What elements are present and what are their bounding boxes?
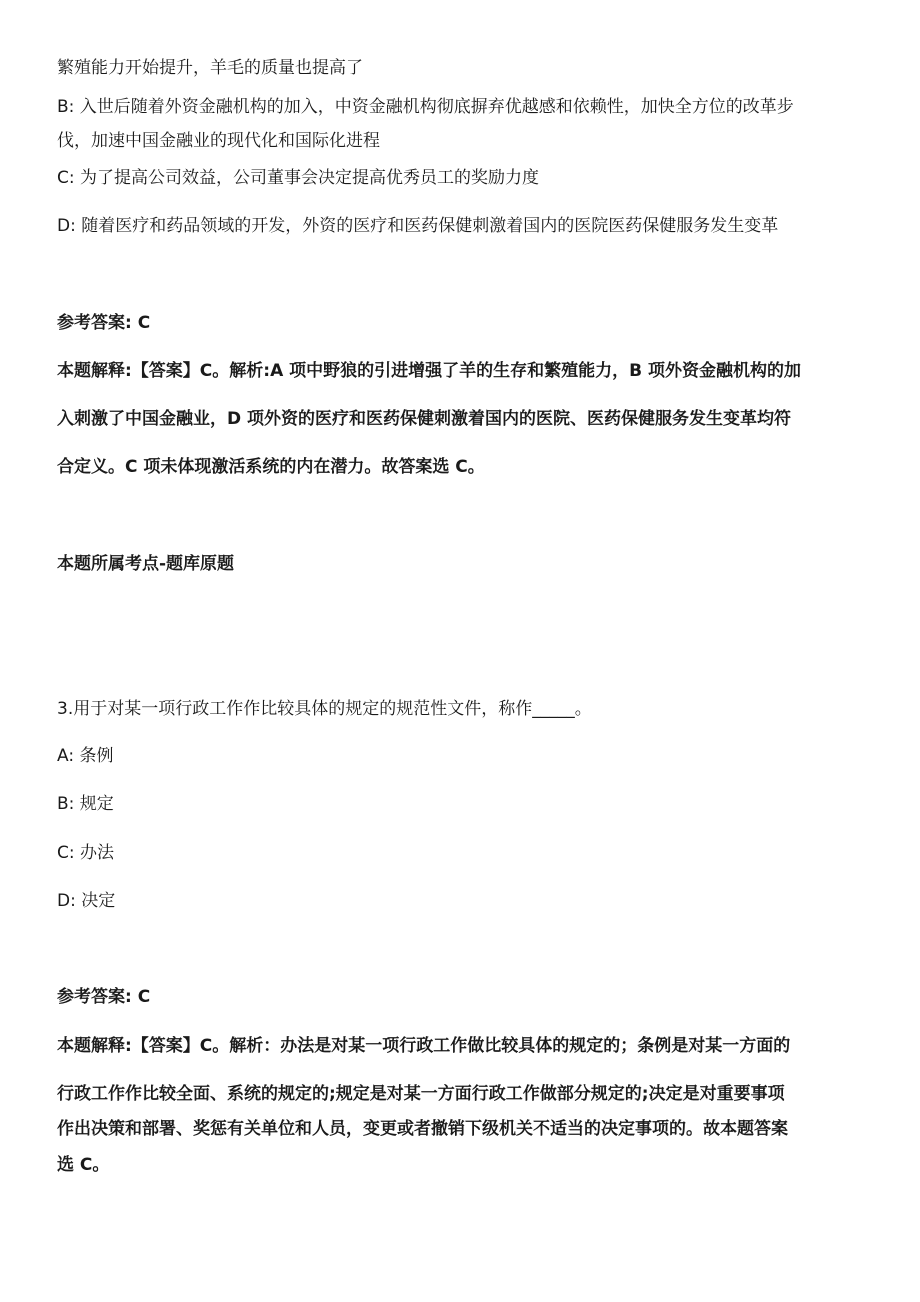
q3-option-a: A: 条例	[57, 746, 114, 766]
q3-option-d: D: 决定	[57, 891, 116, 911]
q3-explanation-line2: 行政工作作比较全面、系统的规定的;规定是对某一方面行政工作做部分规定的;决定是对重要事项	[57, 1084, 785, 1104]
q2-explanation-line3: 合定义。C 项未体现激活系统的内在潜力。故答案选 C。	[57, 457, 485, 477]
q2-option-b-line2: 伐，加速中国金融业的现代化和国际化进程	[57, 131, 380, 151]
q2-explanation-line1: 本题解释:【答案】C。解析:A 项中野狼的引进增强了羊的生存和繁殖能力，B 项外资金融机构的加	[57, 361, 802, 381]
q3-question: 3.用于对某一项行政工作作比较具体的规定的规范性文件，称作_____。	[57, 699, 592, 719]
q2-topic: 本题所属考点-题库原题	[57, 554, 235, 574]
q2-explanation-line2: 入刺激了中国金融业，D 项外资的医疗和医药保健刺激着国内的医院、医药保健服务发生变革均符	[57, 409, 792, 429]
q3-explanation-line4: 选 C。	[57, 1155, 110, 1175]
q3-option-c: C: 办法	[57, 843, 115, 863]
q2-option-a-tail: 繁殖能力开始提升，羊毛的质量也提高了	[57, 58, 363, 78]
q3-explanation-line1: 本题解释:【答案】C。解析：办法是对某一项行政工作做比较具体的规定的；条例是对某一方面的	[57, 1036, 791, 1056]
q3-answer: 参考答案: C	[57, 987, 151, 1007]
q2-option-b-line1: B: 入世后随着外资金融机构的加入，中资金融机构彻底摒弃优越感和依赖性，加快全方位的改革步	[57, 97, 794, 117]
q3-option-b: B: 规定	[57, 794, 114, 814]
q2-option-d: D: 随着医疗和药品领域的开发，外资的医疗和医药保健刺激着国内的医院医药保健服务发生变革	[57, 216, 779, 236]
q3-explanation-line3: 作出决策和部署、奖惩有关单位和人员，变更或者撤销下级机关不适当的决定事项的。故本题答案	[57, 1119, 788, 1139]
q2-answer: 参考答案: C	[57, 313, 151, 333]
q2-option-c: C: 为了提高公司效益，公司董事会决定提高优秀员工的奖励力度	[57, 168, 540, 188]
